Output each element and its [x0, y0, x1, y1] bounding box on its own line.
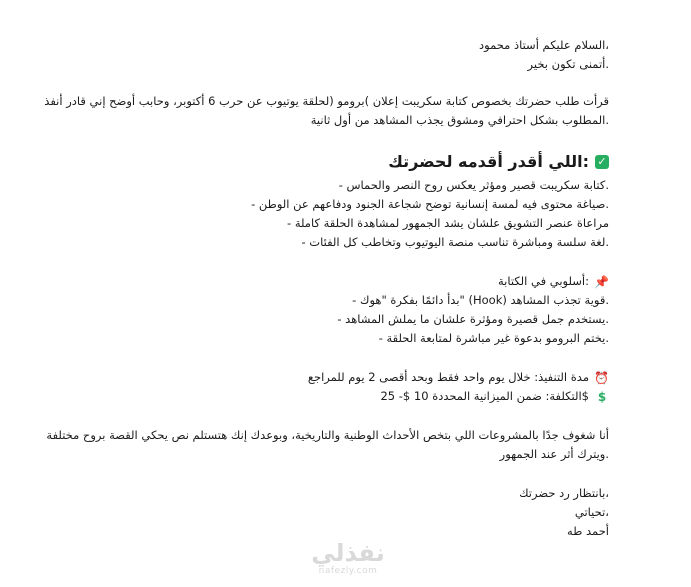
intro-line-1: قرأت طلب حضرتك بخصوص كتابة سكريبت إعلان )برومو (لحلقة يوتيوب عن حرب 6 أكتوبر، وحابب أوضح إني قادر أنفذ — [44, 94, 609, 108]
offer-item: .كتابة سكريبت قصير ومؤثر يعكس روح النصر والحماس - — [338, 178, 609, 192]
duration-line — [40, 368, 609, 387]
signoff-line-2: ،تحياتي — [574, 505, 609, 519]
nafezly-watermark — [298, 540, 398, 577]
dollar-icon: $ — [597, 389, 607, 404]
closing-line-2: .ويترك أثر عند الجمهور — [499, 447, 609, 461]
check-icon: ✓ — [595, 155, 609, 169]
style-heading — [40, 272, 609, 291]
offer-item: .صياغة محتوى فيه لمسة إنسانية توضح شجاعة الجنود ودفاعهم عن الوطن - — [251, 197, 609, 211]
signoff-line-1: ،بانتظار رد حضرتك — [519, 486, 609, 500]
proposal-document — [40, 36, 609, 541]
alarm-clock-icon: ⏰ — [594, 370, 609, 385]
watermark-arabic: نفذلي — [311, 539, 385, 567]
style-item: .يستخدم جمل قصيرة ومؤثرة علشان ما يملش المشاهد - — [337, 312, 609, 326]
style-heading-text: :أسلوبي في الكتابة — [497, 274, 589, 288]
style-item: .قوية تجذب المشاهد (Hook) "بدأ دائمًا بفكرة "هوك - — [352, 293, 609, 307]
intro-line-2: .المطلوب بشكل احترافي ومشوق يجذب المشاهد من أول ثانية — [310, 113, 609, 127]
greeting-line-2: .أتمنى تكون بخير — [527, 57, 609, 71]
offer-item: مراعاة عنصر التشويق علشان يشد الجمهور لمشاهدة الحلقة كاملة - — [287, 216, 609, 230]
offer-heading — [40, 150, 609, 174]
duration-text: مدة التنفيذ: خلال يوم واحد فقط وبحد أقصى 2 يوم للمراجع — [307, 370, 589, 384]
style-item: .يختم البرومو بدعوة غير مباشرة لمتابعة الحلقة - — [378, 331, 609, 345]
offer-item: .لغة سلسة ومباشرة تناسب منصة اليوتيوب وتخاطب كل الفئات - — [301, 235, 609, 249]
pin-icon: 📌 — [594, 274, 609, 289]
watermark-latin: nafezly.com — [318, 566, 378, 576]
greeting-line-1: ،السلام عليكم أستاذ محمود — [479, 38, 609, 52]
cost-line — [40, 387, 609, 406]
signature-name: أحمد طه — [567, 524, 609, 538]
offer-heading-text: :اللي أقدر أقدمه لحضرتك — [388, 152, 589, 171]
closing-line-1: أنا شغوف جدًا بالمشروعات اللي بتخص الأحداث الوطنية والتاريخية، وبوعدك إنك هتستلم نص يحكي القصة بروح مختلفة — [46, 428, 609, 442]
cost-text: $التكلفة: ضمن الميزانية المحددة 10 $- 25 — [380, 389, 589, 403]
